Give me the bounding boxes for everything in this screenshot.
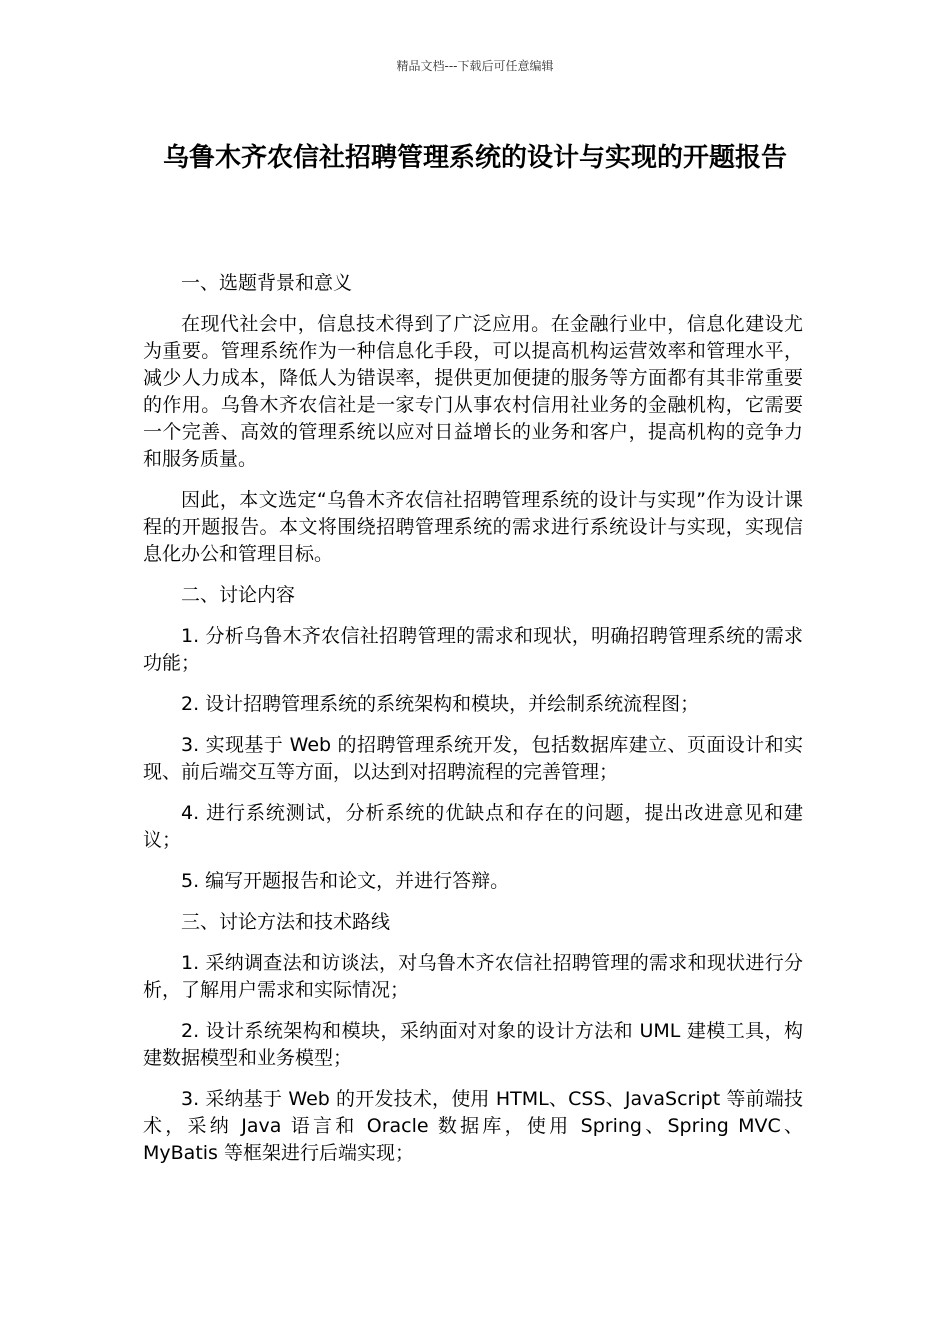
paragraph: 因此，本文选定“乌鲁木齐农信社招聘管理系统的设计与实现”作为设计课程的开题报告。本文将围绕招聘管理系统的需求进行系统设计与实现，实现信息化办公和管理目标。	[143, 489, 803, 565]
section-heading: 三、讨论方法和技术路线	[181, 911, 391, 933]
document-title: 乌鲁木齐农信社招聘管理系统的设计与实现的开题报告	[162, 143, 787, 173]
list-item: 3. 实现基于 Web 的招聘管理系统开发，包括数据库建立、页面设计和实现、前后端交互等方面，以达到对招聘流程的完善管理；	[143, 734, 803, 783]
list-item: 4. 进行系统测试，分析系统的优缺点和存在的问题，提出改进意见和建议；	[143, 802, 803, 851]
page-header: 精品文档---下载后可任意编辑	[396, 59, 554, 73]
list-item: 2. 设计系统架构和模块，采纳面对对象的设计方法和 UML 建模工具，构建数据模型和业务模型；	[143, 1020, 803, 1069]
section-heading: 二、讨论内容	[181, 584, 296, 606]
list-item: 2. 设计招聘管理系统的系统架构和模块，并绘制系统流程图；	[181, 693, 700, 715]
list-item: 5. 编写开题报告和论文，并进行答辩。	[181, 870, 510, 892]
section-heading: 一、选题背景和意义	[181, 272, 353, 294]
document-body	[143, 270, 803, 1181]
paragraph: 在现代社会中，信息技术得到了广泛应用。在金融行业中，信息化建设尤为重要。管理系统作为一种信息化手段，可以提高机构运营效率和管理水平，减少人力成本，降低人为错误率，提供更加便捷的服务等方面都有其非常重要的作用。乌鲁木齐农信社是一家专门从事农村信用社业务的金融机构，它需要一个完善、高效的管理系统以应对日益增长的业务和客户，提高机构的竞争力和服务质量。	[143, 313, 803, 470]
list-item: 3. 采纳基于 Web 的开发技术，使用 HTML、CSS、JavaScript 等前端技术，采纳 Java 语言和 Oracle 数据库，使用 Spring、Spring MVC、MyBatis 等框架进行后端实现；	[143, 1088, 803, 1164]
list-item: 1. 采纳调查法和访谈法，对乌鲁木齐农信社招聘管理的需求和现状进行分析，了解用户需求和实际情况；	[143, 952, 803, 1001]
list-item: 1. 分析乌鲁木齐农信社招聘管理的需求和现状，明确招聘管理系统的需求功能；	[143, 625, 803, 674]
